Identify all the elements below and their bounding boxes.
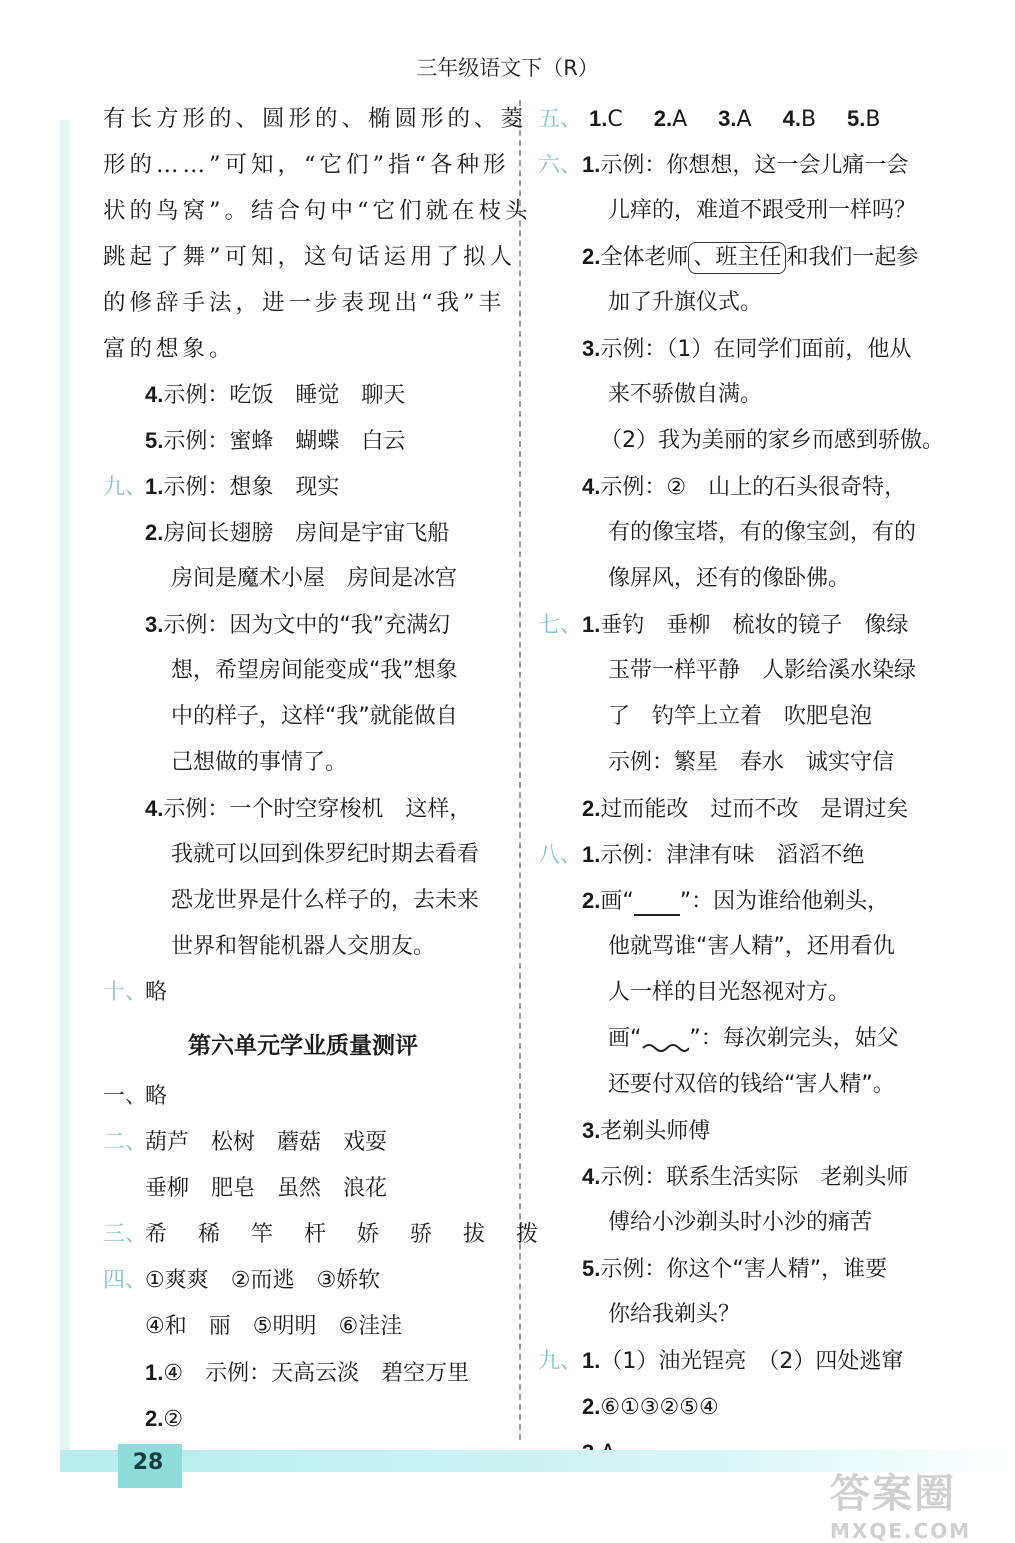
watermark: [830, 1462, 1010, 1543]
answer-line: 来不骄傲自满。: [608, 382, 763, 407]
page-header: 三年级语文下（R）: [416, 56, 599, 80]
answer-line: 你给我剃头？: [608, 1302, 741, 1327]
para-line: 富的想象。: [103, 336, 236, 362]
section-5: 五、 1.C 2.A 3.A 4.B 5.B: [538, 106, 881, 132]
answer-item: 2.全体老师 、班主任 和我们一起参: [538, 234, 948, 280]
answer-line: 房间是魔术小屋 房间是冰宫: [171, 566, 458, 591]
answer-line: 像屏风，还有的像卧佛。: [608, 566, 851, 591]
answer-line: 我就可以回到侏罗纪时期去看看: [171, 842, 480, 867]
answer-item: 2.②: [145, 1406, 184, 1432]
correction-box: 、班主任: [688, 242, 786, 274]
straight-underline-mark: [634, 888, 680, 916]
answer-item: 4.示例：② 山上的石头很奇特，: [582, 474, 907, 500]
answer-item: 2.房间长翅膀 房间是宇宙飞船: [145, 520, 450, 546]
watermark-logo: 答案圈: [830, 1471, 956, 1517]
answer-line: 世界和智能机器人交朋友。: [171, 934, 436, 959]
answer-line: 想，希望房间能变成“我”想象: [171, 658, 458, 683]
answer-line: 加了升旗仪式。: [608, 290, 763, 315]
answer-line: 恐龙世界是什么样子的，去未来: [171, 888, 480, 913]
para-line: 跳起了舞”可知，这句话运用了拟人: [103, 244, 517, 270]
answer-item: 画“ ”：每次剃完头，姑父: [538, 1016, 948, 1062]
answer-item: 3.老剃头师傅: [582, 1118, 711, 1144]
answer-item: 5.示例：你这个“害人精”，谁要: [582, 1256, 888, 1282]
watermark-url: MXQE.COM: [830, 1519, 972, 1543]
unit-section-4: 四、①爽爽 ②而逃 ③娇软: [103, 1268, 381, 1293]
answer-line: 人一样的目光怒视对方。: [608, 980, 851, 1005]
answer-line: 他就骂谁“害人精”，还用看仇: [608, 934, 895, 959]
section-9: 九、1.示例：想象 现实: [103, 474, 340, 500]
answer-item: 3.示例：（1）在同学们面前，他从: [582, 336, 912, 362]
answer-line: ④和 丽 ⑤明明 ⑥洼洼: [145, 1314, 403, 1339]
answer-item: 2.⑥①③②⑤④: [582, 1394, 719, 1420]
answer-line: 示例：繁星 春水 诚实守信: [608, 750, 895, 775]
right-column: [538, 96, 948, 1476]
answer-line: 傅给小沙剃头时小沙的痛苦: [608, 1210, 873, 1235]
para-line: 状的鸟窝”。结合句中“它们就在枝头: [103, 198, 532, 224]
answer-line: 中的样子，这样“我”就能做自: [171, 704, 458, 729]
section-8: 八、1.示例：津津有味 滔滔不绝: [538, 842, 865, 868]
answer-item: 1.④ 示例：天高云淡 碧空万里: [145, 1360, 470, 1386]
answer-line: 己想做的事情了。: [171, 750, 348, 775]
answer-item: 2.画“ ”：因为谁给他剃头，: [582, 888, 890, 914]
para-line: 的修辞手法，进一步表现出“我”丰: [103, 290, 506, 316]
answer-item: 4.示例：一个时空穿梭机 这样，: [145, 796, 472, 822]
answer-item: 2.过而能改 过而不改 是谓过矣: [582, 796, 909, 822]
answer-item: 3.示例：因为文中的“我”充满幻: [145, 612, 451, 638]
unit-section-2: 二、葫芦 松树 蘑菇 戏耍: [103, 1130, 388, 1155]
answer-item: 5.示例：蜜蜂 蝴蝶 白云: [145, 428, 406, 454]
left-column: [103, 96, 550, 1442]
answer-line: 有的像宝塔，有的像宝剑，有的: [608, 520, 917, 545]
answer-line: 儿痒的，难道不跟受刑一样吗？: [608, 198, 917, 223]
answer-item: 4.示例：吃饭 睡觉 聊天: [145, 382, 406, 408]
unit-title: 第六单元学业质量测评: [188, 1033, 418, 1059]
answer-line: 玉带一样平静 人影给溪水染绿: [608, 658, 917, 683]
para-line: 形的……”可知，“它们”指“各种形: [103, 152, 510, 178]
section-9-right: 九、1.（1）油光锃亮 （2）四处逃窜: [538, 1348, 904, 1374]
unit-section-1: 一、略: [103, 1084, 168, 1109]
answer-line: 还要付双倍的钱给“害人精”。: [608, 1072, 895, 1097]
answer-line: 垂柳 肥皂 虽然 浪花: [145, 1176, 388, 1201]
side-strip: [60, 120, 70, 1450]
para-line: 有长方形的、圆形的、椭圆形的、菱: [103, 106, 528, 132]
answer-line: （2）我为美丽的家乡而感到骄傲。: [600, 428, 944, 453]
section-7: 七、1.垂钓 垂柳 梳妆的镜子 像绿: [538, 612, 909, 638]
section-6: 六、1.示例：你想想，这一会儿痛一会: [538, 152, 909, 178]
page-number: 28: [132, 1450, 164, 1475]
section-10: 十、略: [103, 980, 168, 1005]
answer-line: 了 钓竿上立着 吹肥皂泡: [608, 704, 873, 729]
unit-section-3: 三、希 稀 竿 杆 娇 骄 拔 拨: [103, 1222, 550, 1247]
wavy-underline-mark: [641, 1024, 689, 1054]
answer-item: 4.示例：联系生活实际 老剃头师: [582, 1164, 909, 1190]
